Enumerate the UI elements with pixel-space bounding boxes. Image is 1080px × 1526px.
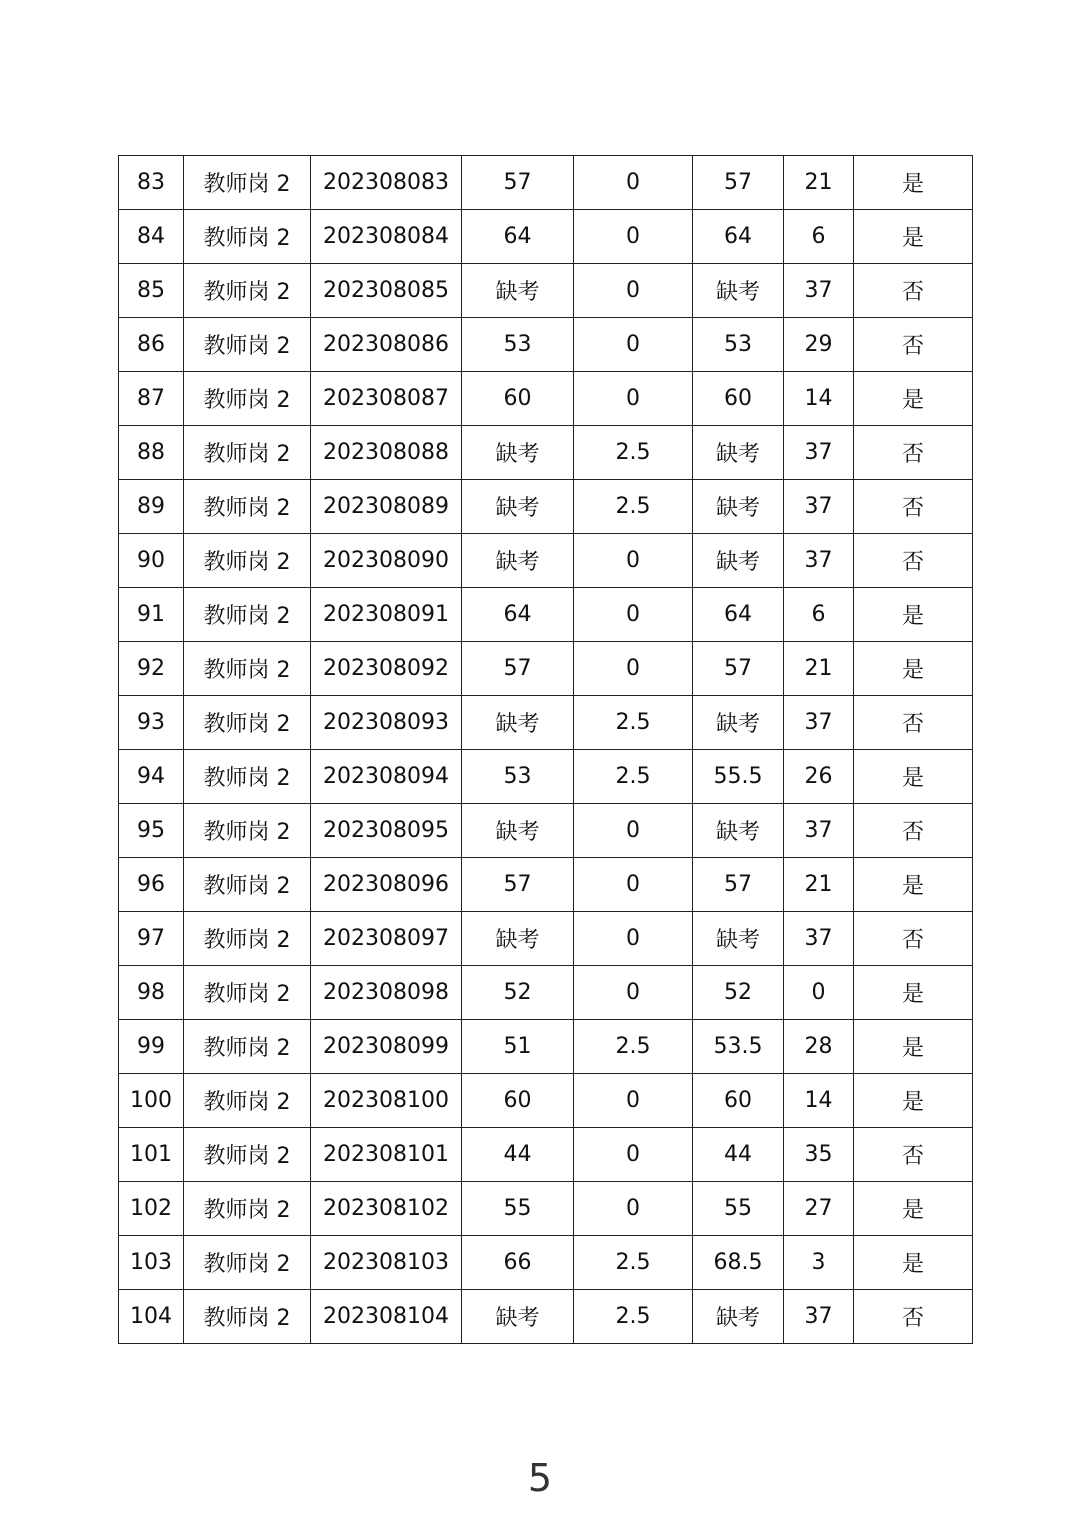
rank-cell: 37 (784, 534, 854, 588)
qualified-cell: 是 (854, 1236, 973, 1290)
qualified-cell: 是 (854, 588, 973, 642)
qualified-cell: 否 (854, 534, 973, 588)
rank-cell: 26 (784, 750, 854, 804)
total-score-cell: 68.5 (693, 1236, 784, 1290)
rank-cell: 21 (784, 642, 854, 696)
written-score-cell: 缺考 (462, 426, 574, 480)
exam-number-cell: 202308093 (311, 696, 462, 750)
qualified-cell: 是 (854, 1020, 973, 1074)
table-row (119, 480, 973, 534)
written-score-cell: 44 (462, 1128, 574, 1182)
written-score-cell: 60 (462, 372, 574, 426)
position-cell: 教师岗 2 (184, 1020, 311, 1074)
serial-cell: 86 (119, 318, 184, 372)
table-row (119, 1074, 973, 1128)
serial-cell: 103 (119, 1236, 184, 1290)
exam-number-cell: 202308085 (311, 264, 462, 318)
serial-cell: 88 (119, 426, 184, 480)
written-score-cell: 缺考 (462, 804, 574, 858)
exam-number-cell: 202308097 (311, 912, 462, 966)
table-row (119, 372, 973, 426)
serial-cell: 99 (119, 1020, 184, 1074)
serial-cell: 98 (119, 966, 184, 1020)
qualified-cell: 是 (854, 372, 973, 426)
exam-number-cell: 202308090 (311, 534, 462, 588)
qualified-cell: 是 (854, 210, 973, 264)
table-row (119, 1182, 973, 1236)
serial-cell: 89 (119, 480, 184, 534)
total-score-cell: 缺考 (693, 912, 784, 966)
table-row (119, 966, 973, 1020)
total-score-cell: 55 (693, 1182, 784, 1236)
table-row (119, 210, 973, 264)
exam-number-cell: 202308084 (311, 210, 462, 264)
total-score-cell: 缺考 (693, 480, 784, 534)
written-score-cell: 52 (462, 966, 574, 1020)
serial-cell: 90 (119, 534, 184, 588)
position-cell: 教师岗 2 (184, 696, 311, 750)
total-score-cell: 57 (693, 642, 784, 696)
written-score-cell: 57 (462, 642, 574, 696)
total-score-cell: 57 (693, 156, 784, 210)
bonus-score-cell: 2.5 (574, 480, 693, 534)
written-score-cell: 64 (462, 588, 574, 642)
table-row (119, 318, 973, 372)
bonus-score-cell: 2.5 (574, 696, 693, 750)
qualified-cell: 是 (854, 966, 973, 1020)
position-cell: 教师岗 2 (184, 480, 311, 534)
qualified-cell: 是 (854, 1074, 973, 1128)
exam-number-cell: 202308089 (311, 480, 462, 534)
table-row (119, 588, 973, 642)
bonus-score-cell: 0 (574, 966, 693, 1020)
bonus-score-cell: 0 (574, 588, 693, 642)
total-score-cell: 缺考 (693, 426, 784, 480)
total-score-cell: 52 (693, 966, 784, 1020)
total-score-cell: 64 (693, 210, 784, 264)
rank-cell: 37 (784, 804, 854, 858)
written-score-cell: 55 (462, 1182, 574, 1236)
qualified-cell: 否 (854, 264, 973, 318)
position-cell: 教师岗 2 (184, 1236, 311, 1290)
position-cell: 教师岗 2 (184, 264, 311, 318)
bonus-score-cell: 0 (574, 804, 693, 858)
serial-cell: 100 (119, 1074, 184, 1128)
rank-cell: 21 (784, 858, 854, 912)
exam-number-cell: 202308100 (311, 1074, 462, 1128)
exam-number-cell: 202308086 (311, 318, 462, 372)
written-score-cell: 53 (462, 318, 574, 372)
position-cell: 教师岗 2 (184, 156, 311, 210)
table-row (119, 804, 973, 858)
qualified-cell: 是 (854, 156, 973, 210)
table-row (119, 912, 973, 966)
total-score-cell: 60 (693, 1074, 784, 1128)
bonus-score-cell: 2.5 (574, 426, 693, 480)
exam-number-cell: 202308091 (311, 588, 462, 642)
total-score-cell: 44 (693, 1128, 784, 1182)
bonus-score-cell: 0 (574, 534, 693, 588)
position-cell: 教师岗 2 (184, 750, 311, 804)
rank-cell: 6 (784, 588, 854, 642)
table-row (119, 642, 973, 696)
serial-cell: 96 (119, 858, 184, 912)
bonus-score-cell: 0 (574, 1182, 693, 1236)
total-score-cell: 53 (693, 318, 784, 372)
bonus-score-cell: 0 (574, 318, 693, 372)
rank-cell: 37 (784, 696, 854, 750)
bonus-score-cell: 0 (574, 642, 693, 696)
qualified-cell: 是 (854, 858, 973, 912)
rank-cell: 37 (784, 1290, 854, 1344)
total-score-cell: 53.5 (693, 1020, 784, 1074)
bonus-score-cell: 0 (574, 264, 693, 318)
written-score-cell: 53 (462, 750, 574, 804)
table-row (119, 1020, 973, 1074)
qualified-cell: 否 (854, 696, 973, 750)
table-row (119, 1236, 973, 1290)
serial-cell: 91 (119, 588, 184, 642)
rank-cell: 28 (784, 1020, 854, 1074)
rank-cell: 14 (784, 1074, 854, 1128)
position-cell: 教师岗 2 (184, 372, 311, 426)
score-table-body (119, 156, 973, 1344)
bonus-score-cell: 2.5 (574, 1236, 693, 1290)
written-score-cell: 57 (462, 858, 574, 912)
exam-number-cell: 202308103 (311, 1236, 462, 1290)
written-score-cell: 57 (462, 156, 574, 210)
written-score-cell: 64 (462, 210, 574, 264)
total-score-cell: 缺考 (693, 264, 784, 318)
table-row (119, 264, 973, 318)
table-row (119, 534, 973, 588)
serial-cell: 92 (119, 642, 184, 696)
position-cell: 教师岗 2 (184, 588, 311, 642)
position-cell: 教师岗 2 (184, 1290, 311, 1344)
serial-cell: 94 (119, 750, 184, 804)
total-score-cell: 缺考 (693, 534, 784, 588)
rank-cell: 0 (784, 966, 854, 1020)
bonus-score-cell: 0 (574, 156, 693, 210)
total-score-cell: 缺考 (693, 1290, 784, 1344)
position-cell: 教师岗 2 (184, 858, 311, 912)
exam-number-cell: 202308098 (311, 966, 462, 1020)
bonus-score-cell: 2.5 (574, 750, 693, 804)
bonus-score-cell: 0 (574, 912, 693, 966)
qualified-cell: 是 (854, 1182, 973, 1236)
serial-cell: 83 (119, 156, 184, 210)
exam-number-cell: 202308087 (311, 372, 462, 426)
total-score-cell: 缺考 (693, 696, 784, 750)
bonus-score-cell: 0 (574, 210, 693, 264)
rank-cell: 29 (784, 318, 854, 372)
rank-cell: 6 (784, 210, 854, 264)
position-cell: 教师岗 2 (184, 534, 311, 588)
bonus-score-cell: 0 (574, 1074, 693, 1128)
written-score-cell: 51 (462, 1020, 574, 1074)
total-score-cell: 55.5 (693, 750, 784, 804)
rank-cell: 37 (784, 264, 854, 318)
serial-cell: 93 (119, 696, 184, 750)
table-row (119, 156, 973, 210)
exam-number-cell: 202308088 (311, 426, 462, 480)
exam-number-cell: 202308104 (311, 1290, 462, 1344)
rank-cell: 14 (784, 372, 854, 426)
total-score-cell: 64 (693, 588, 784, 642)
qualified-cell: 否 (854, 480, 973, 534)
written-score-cell: 66 (462, 1236, 574, 1290)
qualified-cell: 是 (854, 642, 973, 696)
written-score-cell: 60 (462, 1074, 574, 1128)
position-cell: 教师岗 2 (184, 1182, 311, 1236)
bonus-score-cell: 2.5 (574, 1020, 693, 1074)
position-cell: 教师岗 2 (184, 426, 311, 480)
rank-cell: 37 (784, 912, 854, 966)
bonus-score-cell: 2.5 (574, 1290, 693, 1344)
bonus-score-cell: 0 (574, 1128, 693, 1182)
rank-cell: 35 (784, 1128, 854, 1182)
qualified-cell: 否 (854, 318, 973, 372)
total-score-cell: 60 (693, 372, 784, 426)
position-cell: 教师岗 2 (184, 966, 311, 1020)
qualified-cell: 否 (854, 1290, 973, 1344)
serial-cell: 102 (119, 1182, 184, 1236)
position-cell: 教师岗 2 (184, 1128, 311, 1182)
serial-cell: 87 (119, 372, 184, 426)
written-score-cell: 缺考 (462, 696, 574, 750)
rank-cell: 3 (784, 1236, 854, 1290)
total-score-cell: 缺考 (693, 804, 784, 858)
rank-cell: 21 (784, 156, 854, 210)
written-score-cell: 缺考 (462, 480, 574, 534)
table-row (119, 750, 973, 804)
table-row (119, 1128, 973, 1182)
exam-number-cell: 202308102 (311, 1182, 462, 1236)
position-cell: 教师岗 2 (184, 642, 311, 696)
written-score-cell: 缺考 (462, 534, 574, 588)
table-row (119, 1290, 973, 1344)
serial-cell: 104 (119, 1290, 184, 1344)
score-table (118, 155, 973, 1344)
table-row (119, 696, 973, 750)
exam-number-cell: 202308083 (311, 156, 462, 210)
position-cell: 教师岗 2 (184, 210, 311, 264)
table-row (119, 426, 973, 480)
page-number: 5 (527, 1456, 553, 1500)
exam-number-cell: 202308092 (311, 642, 462, 696)
bonus-score-cell: 0 (574, 858, 693, 912)
written-score-cell: 缺考 (462, 264, 574, 318)
exam-number-cell: 202308096 (311, 858, 462, 912)
qualified-cell: 否 (854, 1128, 973, 1182)
rank-cell: 37 (784, 426, 854, 480)
qualified-cell: 否 (854, 912, 973, 966)
rank-cell: 27 (784, 1182, 854, 1236)
qualified-cell: 否 (854, 804, 973, 858)
qualified-cell: 是 (854, 750, 973, 804)
exam-number-cell: 202308095 (311, 804, 462, 858)
exam-number-cell: 202308094 (311, 750, 462, 804)
position-cell: 教师岗 2 (184, 318, 311, 372)
table-row (119, 858, 973, 912)
total-score-cell: 57 (693, 858, 784, 912)
serial-cell: 97 (119, 912, 184, 966)
written-score-cell: 缺考 (462, 912, 574, 966)
serial-cell: 95 (119, 804, 184, 858)
position-cell: 教师岗 2 (184, 1074, 311, 1128)
serial-cell: 85 (119, 264, 184, 318)
serial-cell: 84 (119, 210, 184, 264)
serial-cell: 101 (119, 1128, 184, 1182)
qualified-cell: 否 (854, 426, 973, 480)
bonus-score-cell: 0 (574, 372, 693, 426)
position-cell: 教师岗 2 (184, 804, 311, 858)
rank-cell: 37 (784, 480, 854, 534)
written-score-cell: 缺考 (462, 1290, 574, 1344)
exam-number-cell: 202308099 (311, 1020, 462, 1074)
position-cell: 教师岗 2 (184, 912, 311, 966)
exam-number-cell: 202308101 (311, 1128, 462, 1182)
